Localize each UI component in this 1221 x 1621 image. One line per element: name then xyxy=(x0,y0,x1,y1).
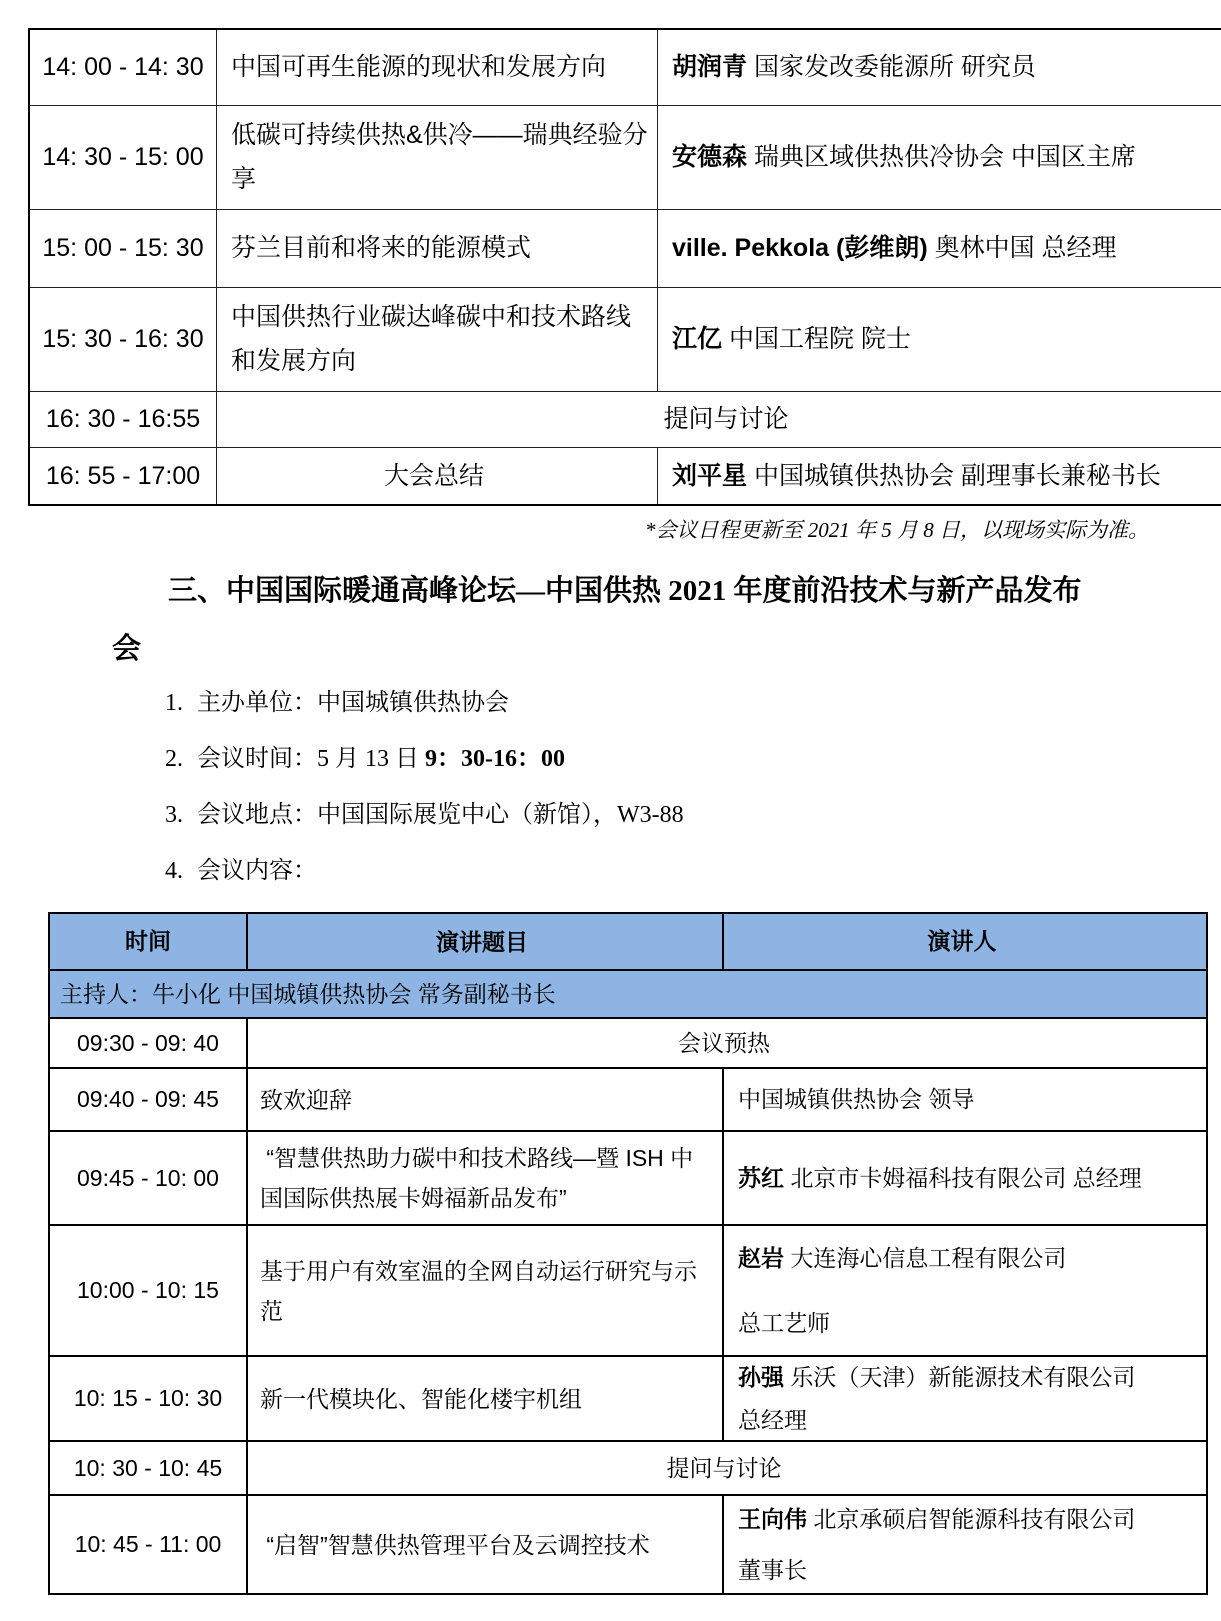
time-cell: 15: 30 - 16: 30 xyxy=(29,287,217,391)
list-item-location xyxy=(165,800,1221,830)
schedule-update-note: *会议日程更新至 2021 年 5 月 8 日，以现场实际为准。 xyxy=(0,514,1149,544)
moderator-row xyxy=(49,970,1207,1018)
item-text: 会议地点：中国国际展览中心（新馆），W3-88 xyxy=(197,802,684,828)
time-cell: 10: 30 - 10: 45 xyxy=(49,1441,247,1495)
time-cell: 16: 55 - 17:00 xyxy=(29,447,217,505)
topic-cell: 大会总结 xyxy=(217,447,658,505)
table-row xyxy=(29,29,1221,105)
speaker-affiliation: 瑞典区域供热供冷协会 中国区主席 xyxy=(754,143,1136,171)
time-cell: 14: 00 - 14: 30 xyxy=(29,29,217,105)
time-cell: 09:30 - 09: 40 xyxy=(49,1018,247,1068)
speaker-affiliation: 北京市卡姆福科技有限公司 总经理 xyxy=(790,1165,1141,1191)
time-cell: 09:45 - 10: 00 xyxy=(49,1131,247,1225)
speaker-affiliation: 乐沃（天津）新能源技术有限公司 xyxy=(790,1364,1135,1390)
speaker-line1 xyxy=(738,1241,1200,1276)
speaker-cell xyxy=(723,1131,1207,1225)
speaker-cell xyxy=(723,1068,1207,1131)
speaker-line1 xyxy=(738,1360,1200,1395)
speaker-cell xyxy=(723,1225,1207,1356)
speaker-affiliation: 奥林中国 总经理 xyxy=(935,234,1117,262)
speaker-name: 孙强 xyxy=(738,1364,784,1390)
table-row xyxy=(49,1018,1207,1068)
time-cell: 10: 45 - 11: 00 xyxy=(49,1495,247,1594)
table-row xyxy=(29,287,1221,391)
table-row xyxy=(49,1441,1207,1495)
item-text: 会议时间：5 月 13 日 xyxy=(197,746,425,772)
table-row xyxy=(49,1068,1207,1131)
item-number: 3. xyxy=(165,800,183,830)
item-number: 1. xyxy=(165,688,183,718)
speaker-name: 胡润青 xyxy=(672,53,747,81)
topic-cell: 芬兰目前和将来的能源模式 xyxy=(217,209,658,287)
table-row xyxy=(49,1131,1207,1225)
speaker-title: 总工艺师 xyxy=(738,1306,1200,1341)
item-bold: 9：30-16：00 xyxy=(425,746,565,772)
header-time: 时间 xyxy=(49,913,247,970)
conference-info-list xyxy=(165,688,1221,886)
topic-cell: 新一代模块化、智能化楼宇机组 xyxy=(247,1356,723,1441)
speaker-name: 苏红 xyxy=(738,1165,784,1191)
time-cell: 14: 30 - 15: 00 xyxy=(29,105,217,209)
item-text: 主办单位：中国城镇供热协会 xyxy=(197,690,509,716)
topic-cell: 中国供热行业碳达峰碳中和技术路线和发展方向 xyxy=(217,287,658,391)
speaker-affiliation: 中国工程院 院士 xyxy=(729,325,911,353)
speaker-name: 刘平星 xyxy=(672,462,747,490)
time-cell: 16: 30 - 16:55 xyxy=(29,391,217,447)
topic-cell: “智慧供热助力碳中和技术路线—暨 ISH 中国国际供热展卡姆福新品发布” xyxy=(247,1131,723,1225)
table-row xyxy=(29,447,1221,505)
speaker-name: 安德森 xyxy=(672,143,747,171)
topic-cell: “启智”智慧供热管理平台及云调控技术 xyxy=(247,1495,723,1594)
speaker-line1 xyxy=(738,1502,1200,1537)
topic-cell: 致欢迎辞 xyxy=(247,1068,723,1131)
speaker-name: 江亿 xyxy=(672,325,722,353)
speaker-title: 董事长 xyxy=(738,1553,1200,1588)
list-item-organizer xyxy=(165,688,1221,718)
table-header-row xyxy=(49,913,1207,970)
table-row xyxy=(49,1495,1207,1594)
header-topic: 演讲题目 xyxy=(247,913,723,970)
topic-cell: 中国可再生能源的现状和发展方向 xyxy=(217,29,658,105)
time-cell: 15: 00 - 15: 30 xyxy=(29,209,217,287)
table-row xyxy=(49,1356,1207,1441)
item-number: 2. xyxy=(165,744,183,774)
agenda-table-afternoon xyxy=(28,28,1221,506)
speaker-affiliation: 大连海心信息工程有限公司 xyxy=(790,1245,1066,1271)
time-cell: 09:40 - 09: 45 xyxy=(49,1068,247,1131)
header-speaker: 演讲人 xyxy=(723,913,1207,970)
table-row xyxy=(29,105,1221,209)
table-row xyxy=(49,1225,1207,1356)
speaker-cell xyxy=(723,1356,1207,1441)
list-item-content xyxy=(165,856,1221,886)
section-heading: 三、中国国际暖通高峰论坛—中国供热 2021 年度前沿技术与新产品发布会 xyxy=(112,562,1087,678)
item-text: 会议内容： xyxy=(197,858,317,884)
speaker-cell xyxy=(658,29,1221,105)
warmup-cell: 会议预热 xyxy=(247,1018,1207,1068)
agenda-table-morning xyxy=(48,912,1208,1595)
speaker-cell xyxy=(658,287,1221,391)
moderator-cell: 主持人：牛小化 中国城镇供热协会 常务副秘书长 xyxy=(49,970,1207,1018)
speaker-cell xyxy=(658,209,1221,287)
speaker-cell xyxy=(723,1495,1207,1594)
speaker-affiliation: 中国城镇供热协会 副理事长兼秘书长 xyxy=(754,462,1161,490)
speaker-affiliation: 北京承硕启智能源科技有限公司 xyxy=(813,1506,1135,1532)
topic-cell: 低碳可持续供热&供冷——瑞典经验分享 xyxy=(217,105,658,209)
speaker-name: 王向伟 xyxy=(738,1506,807,1532)
item-number: 4. xyxy=(165,856,183,886)
speaker-affiliation: 国家发改委能源所 研究员 xyxy=(754,53,1036,81)
discussion-cell: 提问与讨论 xyxy=(217,391,1221,447)
speaker-affiliation: 中国城镇供热协会 领导 xyxy=(738,1086,974,1112)
speaker-name: 赵岩 xyxy=(738,1245,784,1271)
discussion-cell: 提问与讨论 xyxy=(247,1441,1207,1495)
table-row xyxy=(29,209,1221,287)
time-cell: 10: 15 - 10: 30 xyxy=(49,1356,247,1441)
list-item-time xyxy=(165,744,1221,774)
topic-cell: 基于用户有效室温的全网自动运行研究与示范 xyxy=(247,1225,723,1356)
speaker-name: ville. Pekkola (彭维朗) xyxy=(672,234,928,262)
time-cell: 10:00 - 10: 15 xyxy=(49,1225,247,1356)
table-row xyxy=(29,391,1221,447)
speaker-cell xyxy=(658,447,1221,505)
speaker-cell xyxy=(658,105,1221,209)
speaker-title: 总经理 xyxy=(738,1403,1200,1438)
